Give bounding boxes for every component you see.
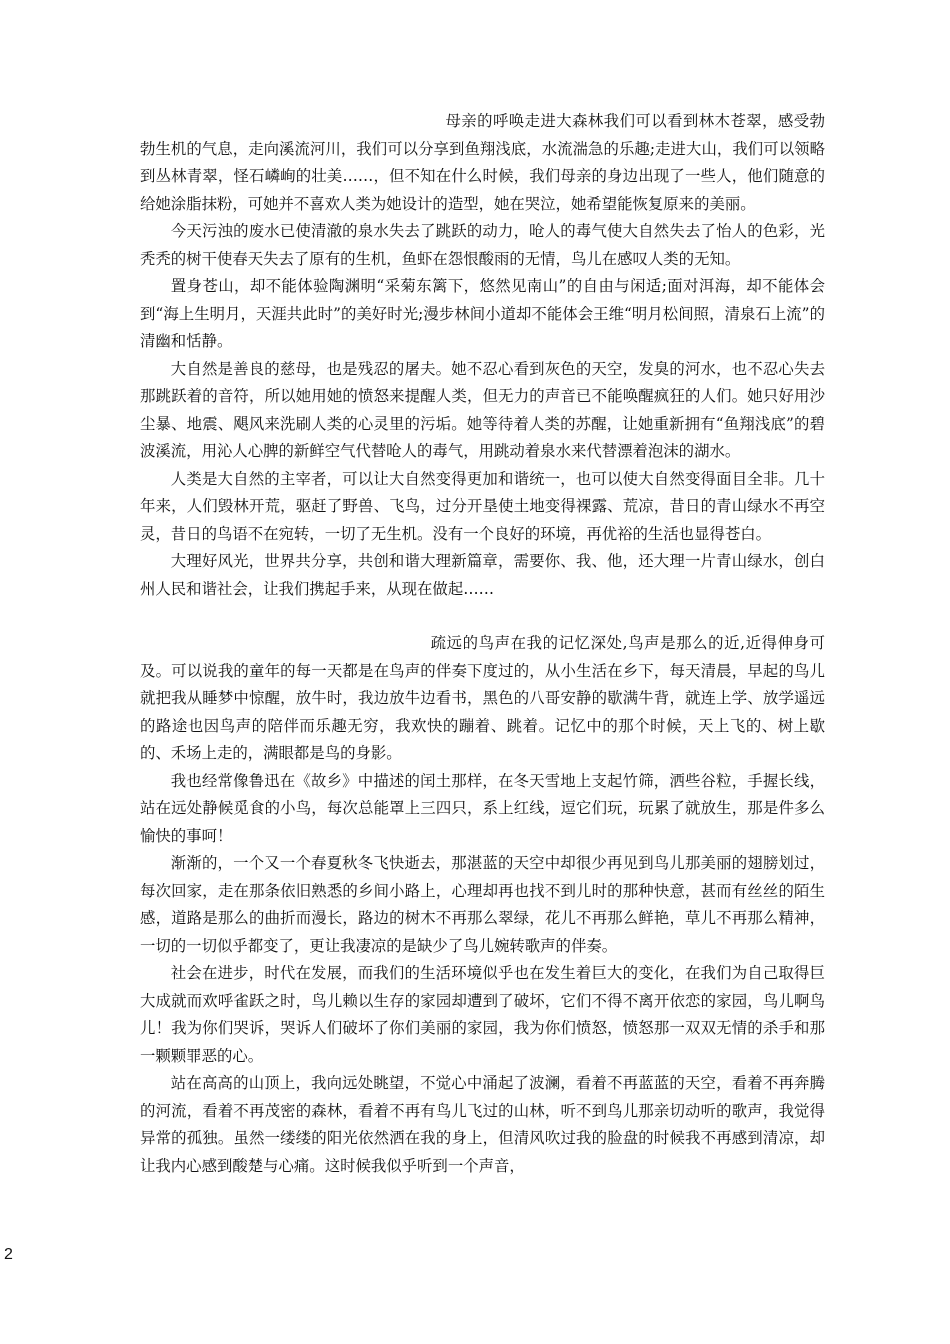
essay1-paragraph-4: 大自然是善良的慈母，也是残忍的屠夫。她不忍心看到灰色的天空，发臭的河水，也不忍心失去那跳跃着的音符，所以她用她的愤怒来提醒人类，但无力的声音已不能唤醒疯狂的人们。她只好用沙尘暴、地震、飓风来洗刷人类的心灵里的污垢。她等待着人类的苏醒，让她重新拥有“鱼翔浅底”的碧波溪流，用沁人心脾的新鲜空气代替呛人的毒气，用跳动着泉水来代替漂着泡沫的湖水。 — [140, 359, 825, 460]
essay1-paragraph-3: 置身苍山，却不能体验陶渊明“采菊东篱下，悠然见南山”的自由与闲适;面对洱海，却不能体会到“海上生明月，天涯共此时”的美好时光;漫步林间小道却不能体会王维“明月松间照，清泉石上流”的清幽和恬静。 — [140, 277, 825, 350]
document-body — [140, 108, 825, 1180]
essay1-paragraph-6: 大理好风光，世界共分享，共创和谐大理新篇章，需要你、我、他，还大理一片青山绿水，创白州人民和谐社会，让我们携起手来，从现在做起…… — [140, 552, 825, 598]
essay1-paragraph-2: 今天污浊的废水已使清澈的泉水失去了跳跃的动力，呛人的毒气使大自然失去了怡人的色彩，光秃秃的树干使春天失去了原有的生机，鱼虾在怨恨酸雨的无情，鸟儿在感叹人类的无知。 — [140, 222, 825, 268]
page-number: 2 — [4, 1246, 13, 1263]
essay2-paragraph-1 — [140, 630, 825, 768]
essay2-paragraph-2: 我也经常像鲁迅在《故乡》中描述的闰土那样，在冬天雪地上支起竹筛，洒些谷粒，手握长线，站在远处静候觅食的小鸟，每次总能罩上三四只，系上红线，逗它们玩，玩累了就放生，那是件多么愉快的事呵！ — [140, 771, 825, 845]
essay2-paragraph-5: 站在高高的山顶上，我向远处眺望，不觉心中涌起了波澜，看着不再蓝蓝的天空，看着不再奔腾的河流，看着不再茂密的森林，看着不再有鸟儿飞过的山林，听不到鸟儿那亲切动听的歌声，我觉得异常的孤独。虽然一缕缕的阳光依然洒在我的身上，但清风吹过我的脸盘的时候我不再感到清凉，却让我内心感到酸楚与心痛。这时候我似乎听到一个声音， — [140, 1074, 825, 1175]
essay2-paragraph-3: 渐渐的，一个又一个春夏秋冬飞快逝去，那湛蓝的天空中却很少再见到鸟儿那美丽的翅膀划过，每次回家，走在那条依旧熟悉的乡间小路上，心理却再也找不到儿时的那种快意，甚而有丝丝的陌生感，道路是那么的曲折而漫长，路边的树木不再那么翠绿，花儿不再那么鲜艳，草儿不再那么精神，一切的一切似乎都变了，更让我凄凉的是缺少了鸟儿婉转歌声的伴奏。 — [140, 854, 825, 955]
essay2-paragraph-1-text: 疏远的鸟声在我的记忆深处,鸟声是那么的近,近得伸身可及。可以说我的童年的每一天都是在鸟声的伴奏下度过的，从小生活在乡下，每天清晨，早起的鸟儿就把我从睡梦中惊醒，放牛时，我边放牛边看书，黑色的八哥安静的歇满牛背，就连上学、放学遥远的路途也因鸟声的陪伴而乐趣无穷，我欢快的蹦着、跳着。记忆中的那个时候，天上飞的、树上歇的、禾场上走的，满眼都是鸟的身影。 — [140, 634, 825, 762]
essay1-paragraph-1 — [140, 108, 825, 218]
essay1-paragraph-5: 人类是大自然的主宰者，可以让大自然变得更加和谐统一，也可以使大自然变得面目全非。几十年来，人们毁林开荒，驱赶了野兽、飞鸟，过分开垦使土地变得裸露、荒凉，昔日的青山绿水不再空灵，昔日的鸟语不在宛转，一切了无生机。没有一个良好的环境，再优裕的生活也显得苍白。 — [140, 469, 825, 543]
essay2-paragraph-4: 社会在进步，时代在发展，而我们的生活环境似乎也在发生着巨大的变化，在我们为自己取得巨大成就而欢呼雀跃之时，鸟儿赖以生存的家园却遭到了破坏，它们不得不离开依恋的家园，鸟儿啊鸟儿！我为你们哭诉，哭诉人们破坏了你们美丽的家园，我为你们愤怒，愤怒那一双双无情的杀手和那一颗颗罪恶的心。 — [140, 964, 825, 1065]
essay1-paragraph-1-text: 母亲的呼唤走进大森林我们可以看到林木苍翠，感受勃勃生机的气息，走向溪流河川，我们可以分享到鱼翔浅底，水流湍急的乐趣;走进大山，我们可以领略到丛林青翠，怪石嶙峋的壮美……，但不知在什么时候，我们母亲的身边出现了一些人，他们随意的给她涂脂抹粉，可她并不喜欢人类为她设计的造型，她在哭泣，她希望能恢复原来的美丽。 — [140, 112, 825, 213]
